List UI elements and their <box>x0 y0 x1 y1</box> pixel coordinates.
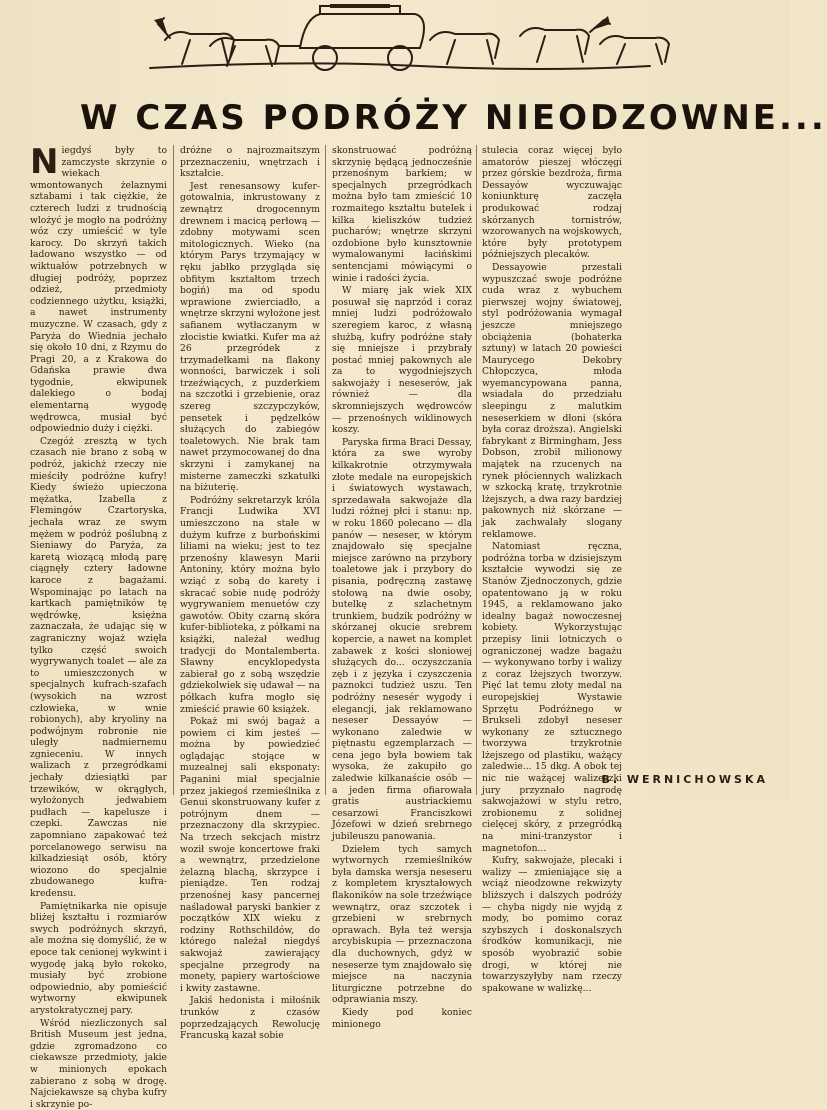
paragraph: Jest renesansowy kufer-gotowalnia, inkrustowany z zewnątrz drogocennym drewnem i macicą perłową — zdobny motywami scen mitologicznych. Wieko (na którym Parys trzymający w ręku jabłko przygląda się obfitym kształtom trzech bogiń) ma od spodu wprawione zwierciadło, a wnętrze skrzyni wyłożone jest safianem wytłaczanym w złocistie kwiatki. Kufer ma aż 26 przegródek z trzymadełkami na flakony wonności, barwiczek i soli trzeźwiących, z puzderkiem na szczotki i grzebienie, oraz szereg szczypczyków, pensetek i pędzelków służących do zabiegów toaletowych. Nie brak tam nawet przymocowanej do dna skrzyni i zamykanej na misterne zameczki szkatułki na biżuterię. <box>180 180 320 494</box>
paragraph: Jakiś hedonista i miłośnik trunków z czasów poprzedzających Rewolucję Francuską kazał sobie <box>180 995 320 1042</box>
paragraph: Dessayowie przestali wypuszczać swoje podróżne cuda wraz z wybuchem pierwszej wojny światowej, styl podróżowania wymagał jeszcze mniejszego obciążenia (bohaterka sztuny) w latach 20 powieści Maurycego Dekobry Chłopczyca, młoda wyemancypowana panna, wsiadała do przedziału sleepingu z malutkim neseserkiem w dłoni (skóra była coraz droższa). Angielski fabrykant z Birmingham, Jess Dobson, zrobił milionowy majątek na rzucenych na rynek płóciennych walizkach w szkocką kratę, trzykrotnie lżejszych, a dwa razy bardziej pakownych niż skórzane — jak zachwalały slogany reklamowe. <box>482 261 622 540</box>
paragraph: W miarę jak wiek XIX posuwał się naprzód i coraz mniej ludzi podróżowało szeregiem karoc, z własną służbą, kufry podróżne stały się mniejsze i przybrały postać mniej pakownych ale za to wygodniejszych sakwojaży i neseserów, jak również — dla skromniejszych wędrowców — przenośnych wiklinowych koszy. <box>332 285 472 436</box>
column-2 <box>180 145 320 1042</box>
column-3 <box>332 145 472 1030</box>
column-4 <box>482 145 623 994</box>
author-signature: B. WERNICHOWSKA <box>601 773 768 786</box>
paragraph: Wśród niezliczonych sal British Museum jest jedna, gdzie zgromadzono co ciekawsze przedmioty, jakie w minionych epokach zabierano z sobą w drogę. Najciekawsze są chyba kufry i skrzynie po- <box>30 1017 167 1110</box>
article-body <box>20 142 775 1110</box>
paragraph: skonstruować podróżną skrzynię będącą jednocześnie przenośnym barkiem; w specjalnych przegródkach można było tam zmieścić 10 rozmaitego kształtu butelek i kilka kieliszków tudzież pucharów; wnętrze skrzyni ozdobione było kunsztownie wymalowanymi łacińskimi sentencjami mówiącymi o winie i radości życia. <box>332 145 472 284</box>
paragraph: Pamiętnikarka nie opisuje bliżej kształtu i rozmiarów swych podróżnych skrzyń, ale można się domyślić, że w epoce tak cenionej wykwint i wygodę jaką było rokoko, musiały być zrobione odpowiednio, aby pomieścić wytworny ekwipunek arystokratycznej pary. <box>30 900 167 1016</box>
paragraph: Niegdyś były to zamczyste skrzynie o wiekach wmontowanych żelaznymi sztabami i tak ciężkie, że czterech ludzi z trudnością wlożyć je mogło na podróżny wóz czy umieścić w tyle karocy. Do skrzyń takich ładowano wszystko — od wiktuałów potrzebnych w długiej podróży, poprzez odzież, przedmioty codziennego użytku, książki, a nawet instrumenty muzyczne. W czasach, gdy z Paryża do Wiednia jechało się około 10 dni, z Rzymu do Pragi 20, a z Krakowa do Gdańska prawie dwa tygodnie, ekwipunek dalekiego o bodaj elementarną wygodę wędrowca, musiał być odpowiednio duży i ciężki. <box>30 142 167 435</box>
drop-cap: N <box>30 142 59 182</box>
paragraph: Natomiast ręczna, podróżna torba w dzisiejszym kształcie wywodzi się ze Stanów Zjednoczonych, gdzie opatentowano ją w roku 1945, a reklamowano jako idealny bagaż nowoczesnej kobiety. Wykorzystując przepisy linii lotniczych o ograniczonej wadze bagażu — wykonywano torby i walizy z coraz lżejszych tworzyw. Pięć lat temu złoty medal na europejskiej Wystawie Sprzętu Podróżnego w Brukseli zdobył neseser wykonany ze sztucznego tworzywa trzykrotnie lżejszego od plastiku, ważący zaledwie... 15 dkg. A obok tej nic nie ważącej walizeczki jury przyznało nagrodę sakwojażowi w stylu retro, zrobionemu z solidnej cielęcej skóry, z przegródką na mini-tranzystor i magnetofon... <box>482 541 622 854</box>
column-divider <box>325 145 326 795</box>
paragraph: Czegóż zresztą w tych czasach nie brano z sobą w podróż, jakichż rzeczy nie mieściły podróżne kufry! Kiedy świeżo upieczona mężatka, Izabella z Flemingów Czartoryska, jechała wraz ze swym mężem w podróż poślubną z Sieniawy do Paryża, za karetą wiozącą młodą parę ciągnęły cztery ładowne karoce z bagażami. Wspominając po latach na kartkach pamiętników tę wędrówkę, księżna zaznaczała, że udając się w zagraniczny wojaż wzięła tylko część swoich wygrywanych toalet — ale za to umieszczonych w specjalnych kufrach-szafach (wysokich na wzrost człowieka, w wnie robionych), aby kryoliny na podwójnym robronie nie uległy nadmiernemu zgnieceniu. W innych walizach z przegródkami jechały dziesiątki par trzewików, w okrągłych, wyłożonych jedwabiem pudłach — kapelusze i czepki. Zawczas nie zapomniano zapakować też porcelanowego serwisu na kilkadziesiąt osób, który wiozono do specjalnie zbudowanego kufra-kredensu. <box>30 435 167 899</box>
paragraph: dróżne o najrozmaitszym przeznaczeniu, wnętrzach i kształcie. <box>180 145 320 180</box>
article-title: W CZAS PODRÓŻY NIEODZOWNE... <box>80 98 827 138</box>
column-1 <box>30 142 167 1110</box>
paragraph: Pokaż mi swój bagaż a powiem ci kim jesteś — można by powiedzieć oglądając stojące w muzealnej sali eksponaty: Paganini miał specjalnie przez jakiegoś rzemieślnika z Genui skonstruowany kufer z potrójnym dnem — przeznaczony dla skrzypiec. Na trzech sekcjach mistrz woził swoje koncertowe fraki a wewnątrz, przedzielone żelazną blachą, skrzypce i pieniądze. Ten rodzaj przenośnej kasy pancernej naśladował paryski bankier z początków XIX wieku z rodziny Rothschildów, do którego należał niegdyś sakwojaż zawierający specjalne przegrody na monety, papiery wartościowe i kwity zastawne. <box>180 716 320 994</box>
paragraph: Kiedy pod koniec minionego <box>332 1006 472 1030</box>
paragraph: Kufry, sakwojaże, plecaki i walizy — zmieniające się a wciąż nieodzowne rekwizyty bliższych i dalszych podróży — chyba nigdy nie wyjdą z mody, bo pomimo coraz szybszych i doskonalszych środków komunikacji, nie sposób wyobrazić sobie drogi, w której nie towarzyszyłyby nam rzeczy spakowane w walizkę... <box>482 855 622 994</box>
horse-drawn-carriage-illustration <box>0 0 790 76</box>
paragraph: Podróżny sekretarzyk króla Francji Ludwika XVI umieszczono na stałe w dużym kufrze z burbońskimi liliami na wieku; jest to tez przenośny klawesyn Marii Antoniny, który można było wziąć z sobą do karety i skracać sobie nudę podróży wygrywaniem menuetów czy gawotów. Obity czarną skóra kufer-biblioteka, z półkami na książki, należał według tradycji do Montalemberta. Sławny encyklopedysta zabierał go z sobą wszędzie gdziekolwiek się udawał — na półkach kufra mogło się zmieścić prawie 60 książek. <box>180 494 320 715</box>
column-divider <box>476 145 477 795</box>
paragraph: Paryska firma Braci Dessay, która za swe wyroby kilkakrotnie otrzymywała złote medale na europejskich i światowych wystawach, sprzedawała sakwojaże dla ludzi różnej płci i stanu: np. w roku 1860 polecano — dla panów — neseser, w którym znajdowało się specjalne miejsce zarówno na przybory toaletowe jak i przybory do pisania, podręczną zastawę stołową na dwie osoby, butelkę z szlachetnym trunkiem, budzik podróżny w skórzanej okucie srebrem kopercie, a nawet na komplet zabawek z kości słoniowej służących do... oczyszczania zęb i z języka i czyszczenia paznokci tudzież uszu. Ten podróżny nesesér wygody i elegancji, jak reklamowano neseser Dessayów — wykonano zaledwie w piętnastu egzemplarzach — cena jego była bowiem tak wysoka, że zakupiło go zaledwie kilkanaście osób — a jeden firma ofiarowała gratis austriackiemu cesarzowi Franciszkowi Józefowi w dzień srebrnego jubileuszu panowania. <box>332 436 472 843</box>
column-divider <box>173 145 174 795</box>
paragraph: Dziełem tych samych wytwornych rzemieślników była damska wersja neseseru z kompletem kryształowych flakoników na sole trzeźwiące wewnątrz, oraz szczotek i grzebieni w srebrnych oprawach. Była też wersja arcybiskupia — przeznaczona dla duchownych, gdyż w neseserze tym znajdowało się miejsce na naczynia liturgiczne potrzebne do odprawiania mszy. <box>332 843 472 1006</box>
paragraph: stulecia coraz więcej było amatorów pieszej włóczęgi przez górskie bezdroża, firma Dessayów wyczuwając koniunkturę zaczęła produkować rodzaj skórzanych tornistrów, wzorowanych na wojskowych, które były prototypem późniejszych plecaków. <box>482 145 623 261</box>
